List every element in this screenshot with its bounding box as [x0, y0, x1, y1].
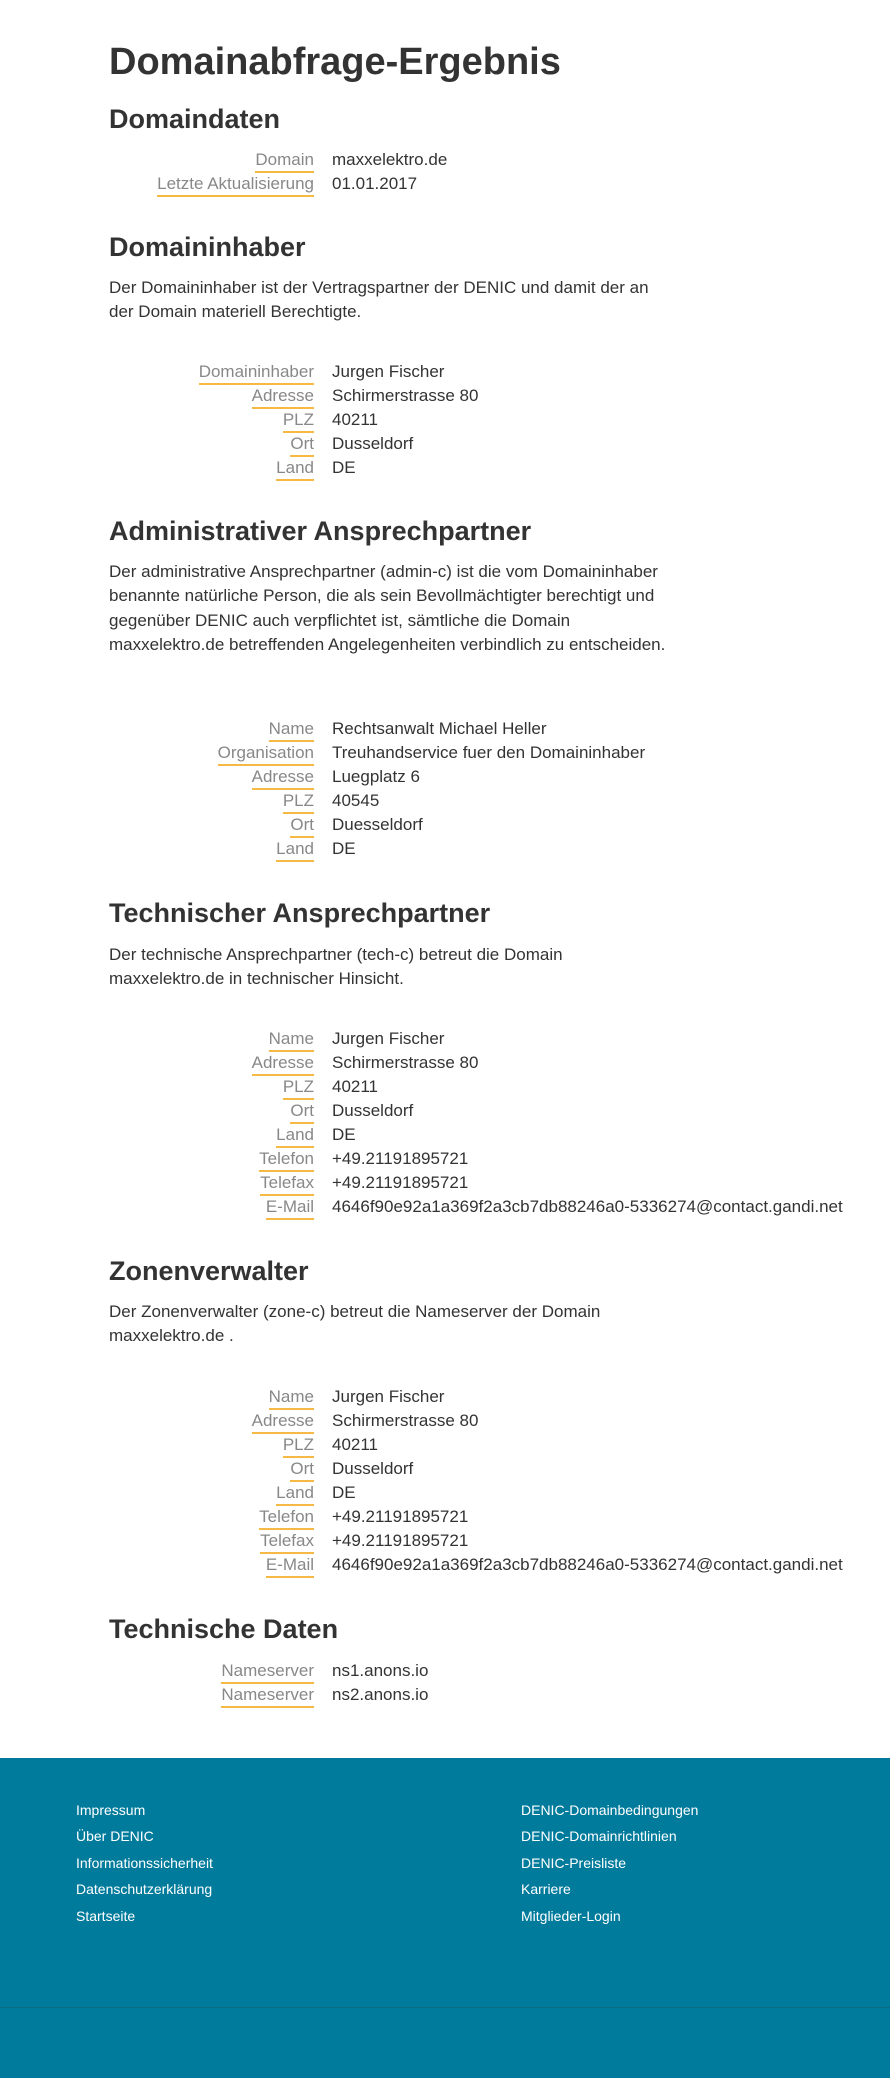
- footer-link-startseite[interactable]: Startseite: [76, 1908, 136, 1924]
- field-row: [109, 1660, 889, 1684]
- footer-link-preisliste[interactable]: DENIC-Preisliste: [521, 1855, 627, 1871]
- field-row: [109, 766, 889, 790]
- field-row: [109, 1076, 889, 1100]
- field-row: [109, 718, 889, 742]
- field-label: E-Mail: [266, 1554, 314, 1578]
- field-label: Name: [269, 1386, 314, 1410]
- section-heading-zone-c: Zonenverwalter: [109, 1256, 309, 1286]
- field-label: Land: [276, 457, 314, 481]
- field-value: +49.21191895721: [332, 1531, 469, 1550]
- field-row: [109, 457, 889, 481]
- field-label: Ort: [290, 814, 314, 838]
- field-value: Dusseldorf: [332, 434, 414, 453]
- field-row: [109, 1530, 889, 1554]
- section-description: Der administrative Ansprechpartner (admin-c) ist die vom Domaininhaber benannte natürliche Person, die als sein Bevollmächtigter berechtigt und gegenüber DENIC auch verpflichtet ist, sämtliche die Domain maxxelektro.de betreffenden Angelegenheiten verbindlich zu entscheiden.: [109, 562, 666, 655]
- footer-link-ueber-denic[interactable]: Über DENIC: [76, 1828, 154, 1844]
- field-row: [109, 1148, 889, 1172]
- section-description: Der Zonenverwalter (zone-c) betreut die Nameserver der Domain maxxelektro.de .: [109, 1302, 601, 1346]
- field-label: Telefax: [260, 1530, 314, 1554]
- field-row: [109, 1410, 889, 1434]
- field-label: Land: [276, 1482, 314, 1506]
- footer-link-mitglieder-login[interactable]: Mitglieder-Login: [521, 1908, 621, 1924]
- field-label: PLZ: [283, 790, 314, 814]
- field-value: 40545: [332, 791, 380, 810]
- field-value: 01.01.2017: [332, 174, 418, 193]
- field-value: +49.21191895721: [332, 1173, 469, 1192]
- page-title: Domainabfrage-Ergebnis: [109, 41, 561, 83]
- field-value: Schirmerstrasse 80: [332, 386, 479, 405]
- field-label: Telefon: [259, 1506, 314, 1530]
- footer-link-impressum[interactable]: Impressum: [76, 1802, 146, 1818]
- field-value: Jurgen Fischer: [332, 1387, 445, 1406]
- footer-link-datenschutzerklaerung[interactable]: Datenschutzerklärung: [76, 1881, 213, 1897]
- field-label: Ort: [290, 433, 314, 457]
- field-label: Ort: [290, 1100, 314, 1124]
- field-row: [109, 1554, 889, 1578]
- field-value: DE: [332, 839, 356, 858]
- field-row: [109, 814, 889, 838]
- footer-link-domainbedingungen[interactable]: DENIC-Domainbedingungen: [521, 1802, 699, 1818]
- field-row: [109, 361, 889, 385]
- field-value: ns2.anons.io: [332, 1685, 429, 1704]
- field-label: Domaininhaber: [199, 361, 314, 385]
- section-heading-tech-c: Technischer Ansprechpartner: [109, 898, 491, 928]
- section-heading-domaininhaber: Domaininhaber: [109, 232, 306, 262]
- field-value: Duesseldorf: [332, 815, 423, 834]
- field-value: Rechtsanwalt Michael Heller: [332, 719, 547, 738]
- footer-link-informationssicherheit[interactable]: Informationssicherheit: [76, 1855, 213, 1871]
- field-label: Nameserver: [221, 1684, 314, 1708]
- field-row: [109, 838, 889, 862]
- section-heading-domaindaten: Domaindaten: [109, 104, 281, 134]
- field-label: Organisation: [218, 742, 314, 766]
- field-label: Land: [276, 1124, 314, 1148]
- field-row: [109, 1172, 889, 1196]
- field-row: [109, 1124, 889, 1148]
- field-row: [109, 1052, 889, 1076]
- field-value: 4646f90e92a1a369f2a3cb7db88246a0-5336274@contact.gandi.net: [332, 1197, 843, 1216]
- field-label: Name: [269, 718, 314, 742]
- field-value: Dusseldorf: [332, 1101, 414, 1120]
- field-row: [109, 173, 889, 197]
- footer-link-domainrichtlinien[interactable]: DENIC-Domainrichtlinien: [521, 1828, 677, 1844]
- field-value: maxxelektro.de: [332, 150, 448, 169]
- field-value: DE: [332, 1483, 356, 1502]
- field-value: +49.21191895721: [332, 1149, 469, 1168]
- field-row: [109, 1506, 889, 1530]
- field-label: Name: [269, 1028, 314, 1052]
- field-row: [109, 1434, 889, 1458]
- field-value: Jurgen Fischer: [332, 362, 445, 381]
- field-value: Treuhandservice fuer den Domaininhaber: [332, 743, 646, 762]
- field-label: PLZ: [283, 1076, 314, 1100]
- field-value: DE: [332, 1125, 356, 1144]
- field-label: Ort: [290, 1458, 314, 1482]
- field-row: [109, 409, 889, 433]
- section-description: Der technische Ansprechpartner (tech-c) betreut die Domain maxxelektro.de in technischer Hinsicht.: [109, 945, 563, 989]
- field-label: Adresse: [252, 385, 314, 409]
- field-row: [109, 1482, 889, 1506]
- field-value: Jurgen Fischer: [332, 1029, 445, 1048]
- field-label: Adresse: [252, 1410, 314, 1434]
- field-label: Telefax: [260, 1172, 314, 1196]
- field-value: Luegplatz 6: [332, 767, 420, 786]
- field-row: [109, 433, 889, 457]
- field-value: DE: [332, 458, 356, 477]
- field-label: E-Mail: [266, 1196, 314, 1220]
- field-row: [109, 1196, 889, 1220]
- field-row: [109, 1458, 889, 1482]
- field-value: 40211: [332, 1077, 379, 1096]
- field-row: [109, 385, 889, 409]
- field-value: ns1.anons.io: [332, 1661, 429, 1680]
- field-row: [109, 1028, 889, 1052]
- section-description: Der Domaininhaber ist der Vertragspartner der DENIC und damit der an der Domain materiell Berechtigte.: [109, 278, 649, 322]
- field-label: Domain: [255, 149, 314, 173]
- field-label: Adresse: [252, 1052, 314, 1076]
- field-row: [109, 790, 889, 814]
- field-label: Telefon: [259, 1148, 314, 1172]
- field-value: Schirmerstrasse 80: [332, 1053, 479, 1072]
- field-value: 40211: [332, 1435, 379, 1454]
- field-label: PLZ: [283, 409, 314, 433]
- field-row: [109, 1386, 889, 1410]
- field-label: Land: [276, 838, 314, 862]
- field-row: [109, 1684, 889, 1708]
- field-value: Dusseldorf: [332, 1459, 414, 1478]
- field-label: Adresse: [252, 766, 314, 790]
- field-label: Nameserver: [221, 1660, 314, 1684]
- footer: [0, 1758, 890, 2078]
- footer-divider: [0, 2007, 890, 2008]
- field-value: 40211: [332, 410, 379, 429]
- field-value: Schirmerstrasse 80: [332, 1411, 479, 1430]
- field-value: 4646f90e92a1a369f2a3cb7db88246a0-5336274@contact.gandi.net: [332, 1555, 843, 1574]
- footer-link-karriere[interactable]: Karriere: [521, 1881, 571, 1897]
- section-heading-admin-c: Administrativer Ansprechpartner: [109, 516, 532, 546]
- field-label: Letzte Aktualisierung: [157, 173, 314, 197]
- field-row: [109, 149, 889, 173]
- field-row: [109, 1100, 889, 1124]
- field-value: +49.21191895721: [332, 1507, 469, 1526]
- field-row: [109, 742, 889, 766]
- section-heading-technische-daten: Technische Daten: [109, 1614, 339, 1644]
- field-label: PLZ: [283, 1434, 314, 1458]
